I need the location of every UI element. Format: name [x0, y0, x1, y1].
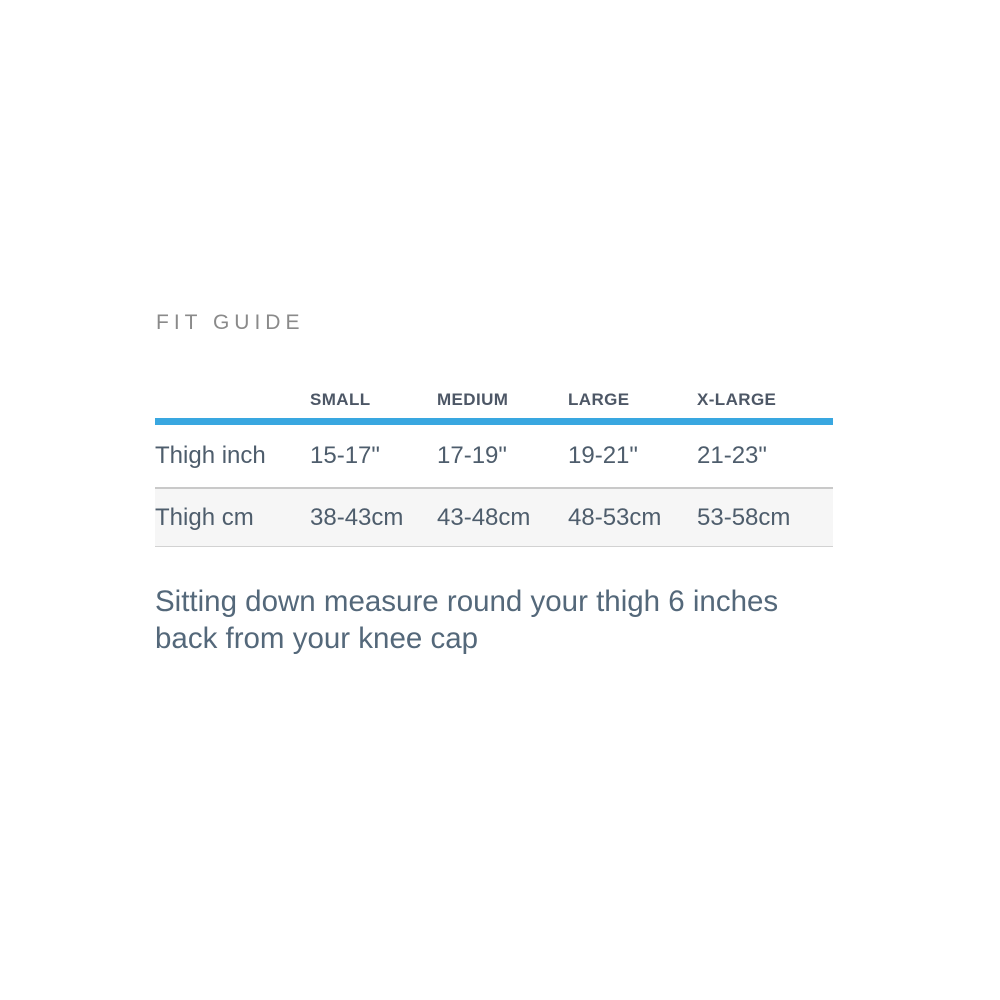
cell-xlarge-cm: 53-58cm	[697, 503, 791, 531]
column-header-medium: MEDIUM	[437, 390, 509, 409]
cell-medium-cm: 43-48cm	[437, 503, 531, 531]
row-label: Thigh inch	[155, 442, 266, 469]
cell-large-cm: 48-53cm	[568, 503, 662, 531]
cell-xlarge-inch: 21-23"	[697, 442, 767, 469]
size-table-header-row	[155, 380, 833, 418]
accent-rule	[155, 418, 833, 425]
column-header-small: SMALL	[310, 390, 371, 409]
measure-note: Sitting down measure round your thigh 6 inches back from your knee cap	[155, 585, 779, 655]
row-label: Thigh cm	[155, 503, 254, 531]
cell-medium-inch: 17-19"	[437, 442, 507, 469]
cell-small-inch: 15-17"	[310, 442, 380, 469]
column-header-xlarge: X-LARGE	[697, 390, 777, 409]
cell-small-cm: 38-43cm	[310, 503, 404, 531]
section-title: FIT GUIDE	[156, 311, 305, 334]
table-row-thigh-inch	[155, 425, 833, 487]
header-spacer	[155, 398, 310, 400]
column-header-large: LARGE	[568, 390, 630, 409]
cell-large-inch: 19-21"	[568, 442, 638, 469]
size-table	[155, 380, 833, 547]
table-row-thigh-cm	[155, 489, 833, 547]
